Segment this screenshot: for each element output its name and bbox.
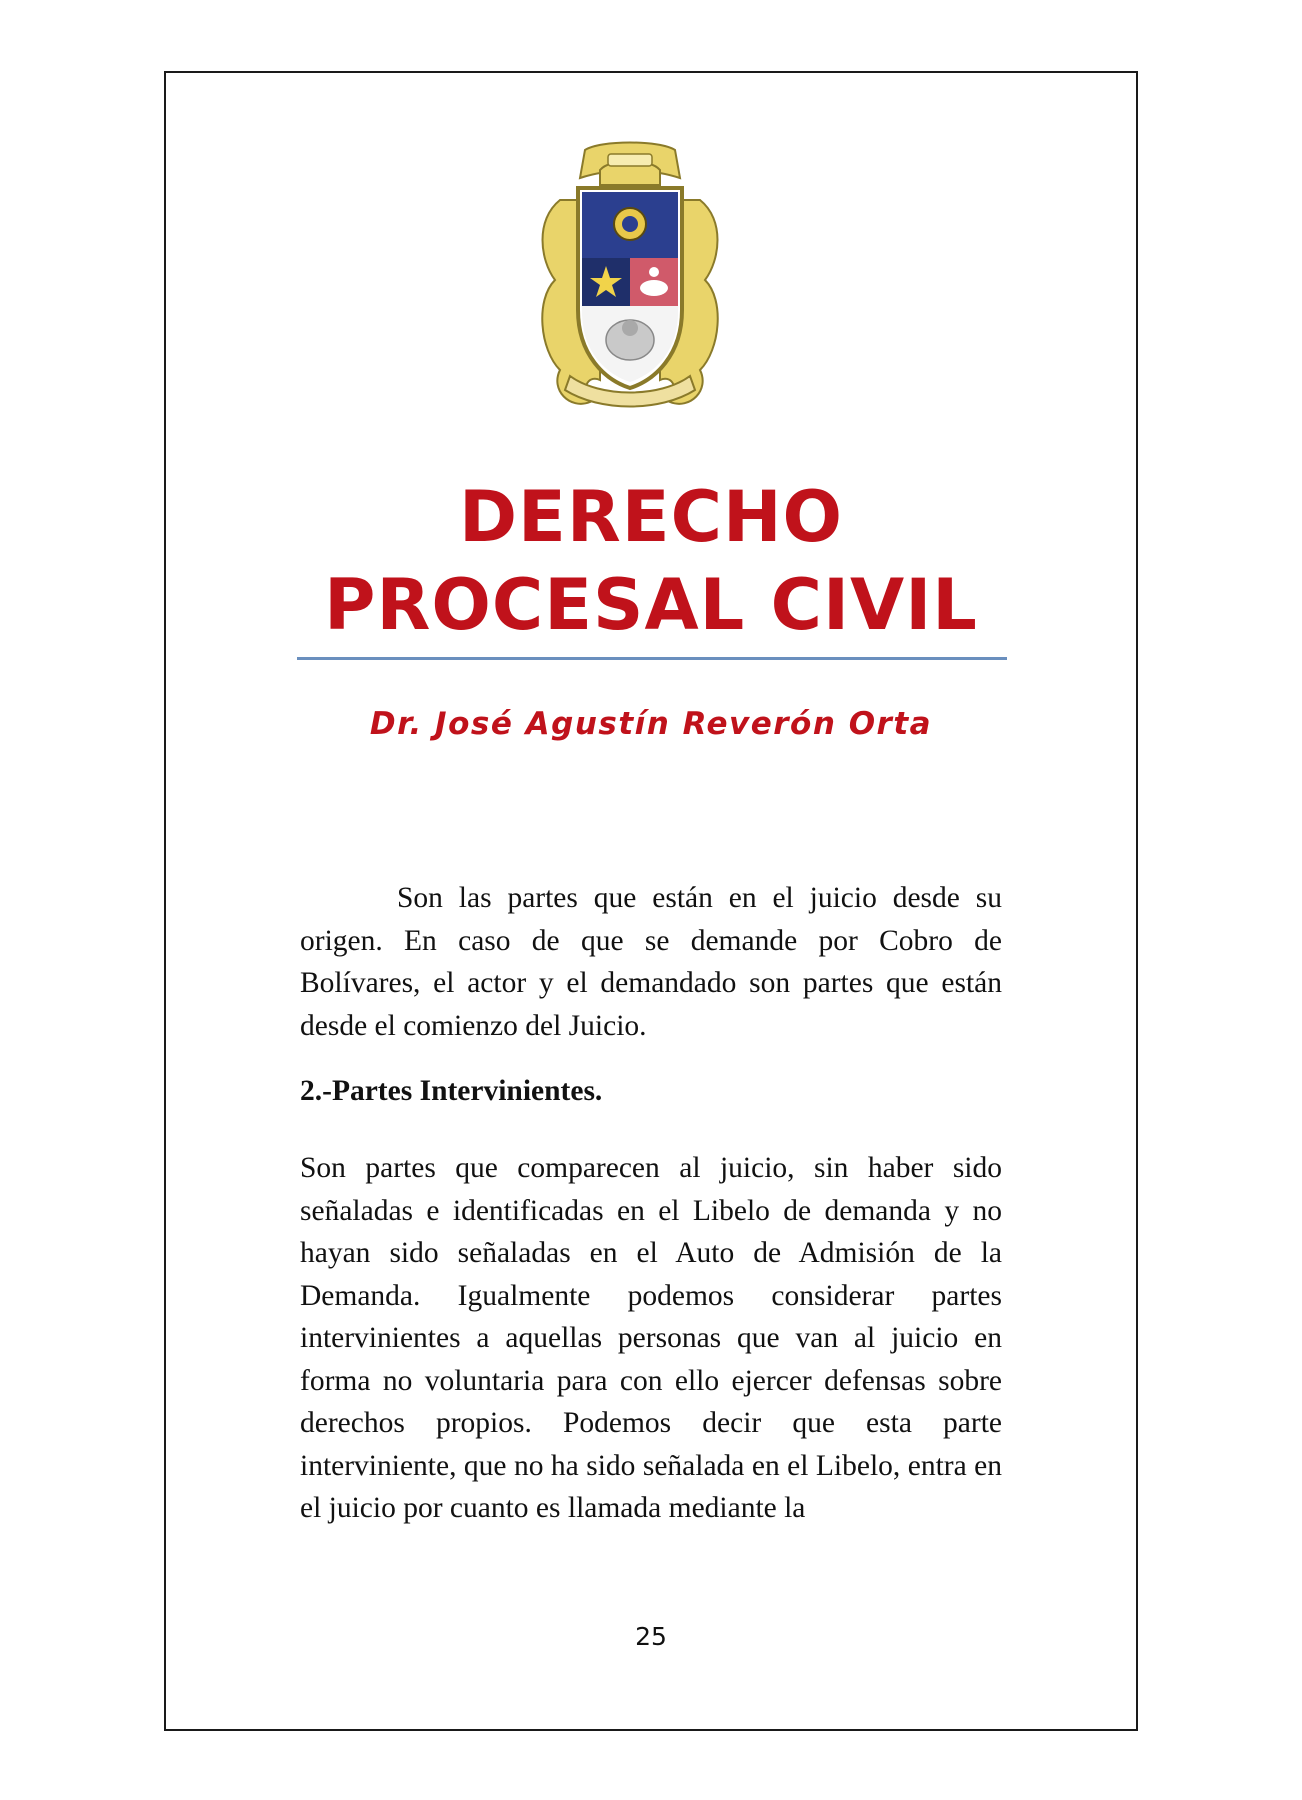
title-line-1: DERECHO [458, 476, 844, 558]
paragraph-first: Son las partes que están en el juicio desde su origen. En caso de que se demande por Cobro de Bolívares, el actor y el demandado son partes que están desde el comienzo del Juicio. [300, 882, 1002, 1042]
section-heading: 2.-Partes Intervinientes. [300, 1075, 603, 1107]
title-line-2: PROCESAL CIVIL [324, 564, 978, 646]
coat-of-arms-icon [530, 140, 730, 420]
author-name: Dr. José Agustín Reverón Orta [369, 706, 933, 742]
paragraph-second: Son partes que comparecen al juicio, sin haber sido señaladas e identificadas en el Libelo de demanda y no hayan sido señaladas en el Auto de Admisión de la Demanda. Igualmente podemos considerar partes intervinientes a aquellas personas que van al juicio en forma no voluntaria para con ello ejercer defensas sobre derechos propios. Podemos decir que esta parte interviniente, que no ha sido señalada en el Libelo, entra en el juicio por cuanto es llamada mediante la [300, 1152, 1002, 1524]
page-number: 25 [635, 1622, 667, 1651]
document-title [164, 473, 1138, 649]
title-divider [297, 657, 1007, 660]
